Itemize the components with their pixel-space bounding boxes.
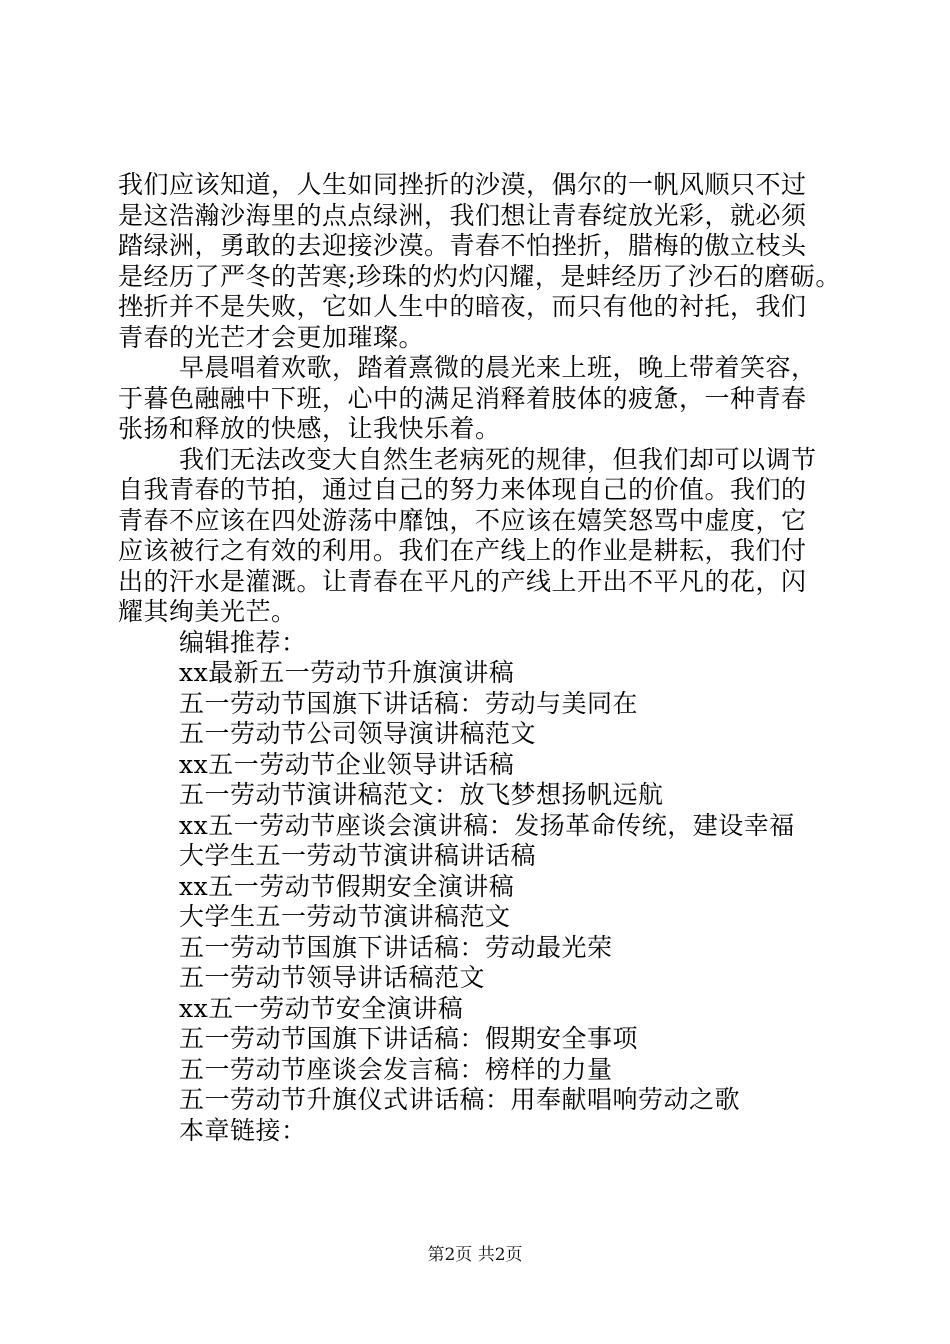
paragraph-2 — [118, 353, 848, 445]
recommend-link[interactable]: 五一劳动节公司领导演讲稿范文 — [179, 719, 537, 748]
text-line: 应该被行之有效的利用。我们在产线上的作业是耕耘，我们付 — [118, 536, 807, 565]
paragraph-1 — [118, 170, 848, 353]
recommend-link[interactable]: xx五一劳动节座谈会演讲稿：发扬革命传统，建设幸福 — [179, 810, 795, 840]
recommend-link[interactable]: xx五一劳动节安全演讲稿 — [179, 993, 464, 1023]
text-line: 是经历了严冬的苦寒;珍珠的灼灼闪耀，是蚌经历了沙石的磨砺。 — [118, 261, 841, 291]
document-body — [118, 170, 848, 1146]
text-line: 挫折并不是失败，它如人生中的暗夜，而只有他的衬托，我们 — [118, 292, 807, 321]
recommend-link[interactable]: 五一劳动节演讲稿范文：放飞梦想扬帆远航 — [179, 780, 664, 809]
text-line: 我们无法改变大自然生老病死的规律，但我们却可以调节 — [179, 444, 817, 474]
text-line: 青春不应该在四处游荡中靡蚀，不应该在嬉笑怒骂中虚度，它 — [118, 505, 807, 535]
recommend-link[interactable]: xx最新五一劳动节升旗演讲稿 — [179, 658, 515, 687]
text-line: 我们应该知道，人生如同挫折的沙漠，偶尔的一帆风顺只不过 — [118, 170, 807, 199]
text-line: 是这浩瀚沙海里的点点绿洲，我们想让青春绽放光彩，就必须 — [118, 200, 807, 230]
recommend-link[interactable]: 五一劳动节座谈会发言稿：榜样的力量 — [179, 1054, 613, 1084]
text-line: 张扬和释放的快感，让我快乐着。 — [118, 414, 501, 443]
text-line: 于暮色融融中下班，心中的满足消释着肢体的疲惫，一种青春 — [118, 383, 807, 413]
text-line: 耀其绚美光芒。 — [118, 597, 297, 626]
recommend-link[interactable]: 大学生五一劳动节演讲稿讲话稿 — [179, 841, 537, 870]
text-line: 出的汗水是灌溉。让青春在平凡的产线上开出不平凡的花，闪 — [118, 566, 807, 596]
recommend-link[interactable]: 五一劳动节国旗下讲话稿：假期安全事项 — [179, 1024, 639, 1053]
text-line: 早晨唱着欢歌，踏着熹微的晨光来上班，晚上带着笑容， — [179, 353, 817, 382]
text-line: 自我青春的节拍，通过自己的努力来体现自己的价值。我们的 — [118, 475, 807, 504]
text-line: 踏绿洲，勇敢的去迎接沙漠。青春不怕挫折，腊梅的傲立枝头 — [118, 231, 807, 260]
recommend-link[interactable]: 五一劳动节升旗仪式讲话稿：用奉献唱响劳动之歌 — [179, 1085, 741, 1114]
paragraph-3 — [118, 445, 848, 628]
recommend-section — [118, 628, 848, 1147]
recommend-link[interactable]: xx五一劳动节假期安全演讲稿 — [179, 871, 515, 901]
text-line: 青春的光芒才会更加璀璨。 — [118, 322, 425, 352]
recommend-link[interactable]: 五一劳动节国旗下讲话稿：劳动与美同在 — [179, 688, 639, 718]
page-footer: 第2页 共2页 — [427, 1245, 523, 1265]
recommend-link[interactable]: 大学生五一劳动节演讲稿范文 — [179, 902, 511, 931]
recommend-link[interactable]: 五一劳动节国旗下讲话稿：劳动最光荣 — [179, 932, 613, 962]
recommend-heading: 编辑推荐： — [179, 627, 307, 657]
recommend-link[interactable]: xx五一劳动节企业领导讲话稿 — [179, 749, 515, 779]
chapter-link-label: 本章链接： — [179, 1115, 307, 1145]
recommend-link[interactable]: 五一劳动节领导讲话稿范文 — [179, 963, 486, 992]
